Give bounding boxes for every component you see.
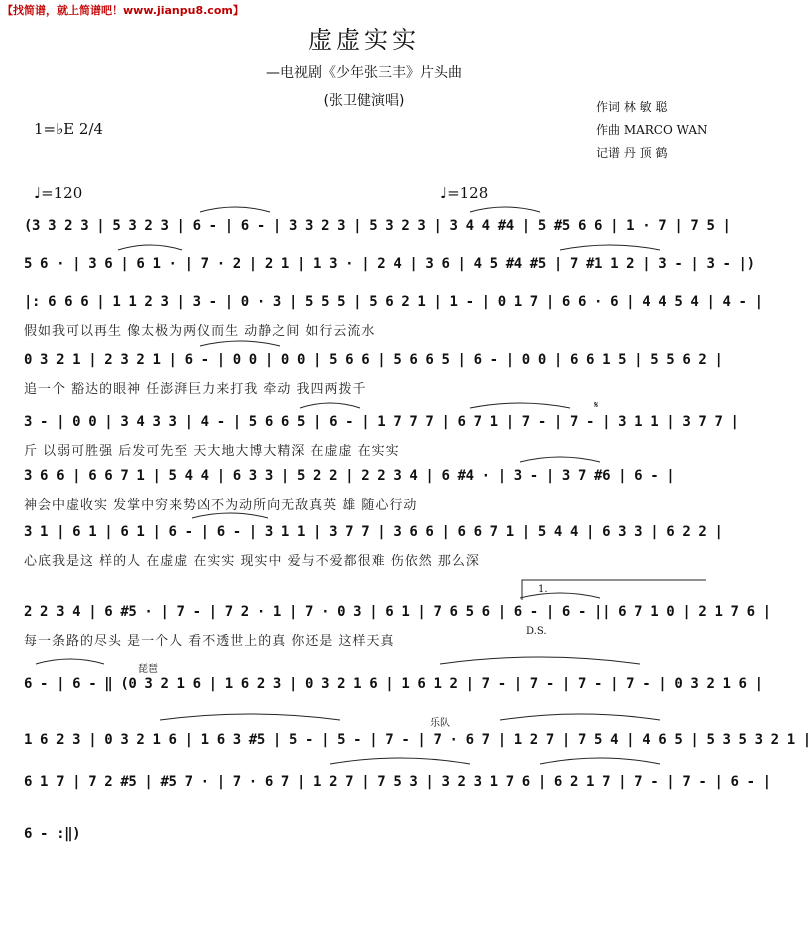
score-line-2: 5 6 · | 3 6 | 6 1 · | 7 · 2 | 2 1 | 1 3 · | 2 4 | 3 6 | 4 5 #4 #5 | 7 #1 1 2 | 3 - | 3 - |) [24, 256, 755, 272]
lyric-line-5: 心底我是这 样的人 在虚虚 在实实 现实中 爱与不爱都很难 伤依然 那么深 [24, 554, 480, 569]
tempo-marking-2: ♩=128 [440, 184, 489, 202]
transcriber-credit: 记谱 丹 顶 鹤 [596, 146, 668, 160]
tempo-marking-1: ♩=120 [34, 184, 83, 202]
score-line-6: 3 6 6 | 6 6 7 1 | 5 4 4 | 6 3 3 | 5 2 2 | 2 2 3 4 | 6 #4 · | 3 - | 3 7 #6 | 6 - | [24, 468, 675, 484]
score-line-12: 6 - :‖) [24, 826, 81, 842]
score-line-5: 3 - | 0 0 | 3 4 3 3 | 4 - | 5 6 6 5 | 6 - | 1 7 7 7 | 6 7 1 | 7 - | 7 - | 3 1 1 | 3 7 7 | [24, 414, 739, 430]
score-line-10: 1 6 2 3 | 0 3 2 1 6 | 1 6 3 #5 | 5 - | 5 - | 7 - | 7 · 6 7 | 1 2 7 | 7 5 4 | 4 6 5 | 5 3 5 3 2 1 | [24, 732, 811, 748]
segno-mark: 𝄋 [594, 400, 599, 411]
song-title: 虚虚实实 [308, 26, 420, 54]
score-line-4: 0 3 2 1 | 2 3 2 1 | 6 - | 0 0 | 0 0 | 5 6 6 | 5 6 6 5 | 6 - | 0 0 | 6 6 1 5 | 5 5 6 2 | [24, 352, 723, 368]
key-signature: 1=♭E 2/4 [34, 120, 104, 138]
song-subtitle: —电视剧《少年张三丰》片头曲 [266, 65, 462, 81]
singer-credit: (张卫健演唱) [323, 93, 405, 109]
site-banner: 【找简谱，就上简谱吧！www.jianpu8.com】 [2, 4, 244, 17]
volta-mark: 1. [538, 584, 548, 595]
band-mark: 乐队 [430, 718, 450, 729]
lyric-line-4: 神会中虚收实 发掌中穷来势凶不为动所向无敌真英 雄 随心行动 [24, 498, 418, 513]
score-line-7: 3 1 | 6 1 | 6 1 | 6 - | 6 - | 3 1 1 | 3 7 7 | 3 6 6 | 6 6 7 1 | 5 4 4 | 6 3 3 | 6 2 2 | [24, 524, 723, 540]
score-line-3: |: 6 6 6 | 1 1 2 3 | 3 - | 0 · 3 | 5 5 5 | 5 6 2 1 | 1 - | 0 1 7 | 6 6 · 6 | 4 4 5 4 | 4 - | [24, 294, 763, 310]
lyric-line-1: 假如我可以再生 像太极为两仪而生 动静之间 如行云流水 [24, 324, 376, 339]
lyric-line-2: 追一个 豁达的眼神 任澎湃巨力来打我 牵动 我四两拨千 [24, 382, 367, 397]
pipa-mark: 琵琶 [138, 664, 158, 675]
lyric-line-3: 斤 以弱可胜强 后发可先至 天大地大博大精深 在虚虚 在实实 [24, 444, 400, 459]
score-line-8: 2 2 3 4 | 6 #5 · | 7 - | 7 2 · 1 | 7 · 0 3 | 6 1 | 7 6 5 6 | 6 - | 6 - || 6 7 1 0 | 2 1 7 6 | [24, 604, 771, 620]
score-line-11: 6 1 7 | 7 2 #5 | #5 7 · | 7 · 6 7 | 1 2 7 | 7 5 3 | 3 2 3 1 7 6 | 6 2 1 7 | 7 - | 7 - | 6 - | [24, 774, 771, 790]
composer-credit: 作曲 MARCO WAN [596, 123, 708, 137]
score-line-1: (3 3 2 3 | 5 3 2 3 | 6 - | 6 - | 3 3 2 3 | 5 3 2 3 | 3 4 4 #4 | 5 #5 6 6 | 1 · 7 | 7 5 | [24, 218, 731, 234]
lyricist-credit: 作词 林 敏 聪 [596, 100, 668, 114]
ds-mark: D.S. [526, 626, 547, 637]
score-line-9: 6 - | 6 - ‖ (0 3 2 1 6 | 1 6 2 3 | 0 3 2 1 6 | 1 6 1 2 | 7 - | 7 - | 7 - | 7 - | 0 3 2 1 6 | [24, 676, 763, 692]
lyric-line-6: 每一条路的尽头 是一个人 看不透世上的真 你还是 这样天真 [24, 634, 395, 649]
